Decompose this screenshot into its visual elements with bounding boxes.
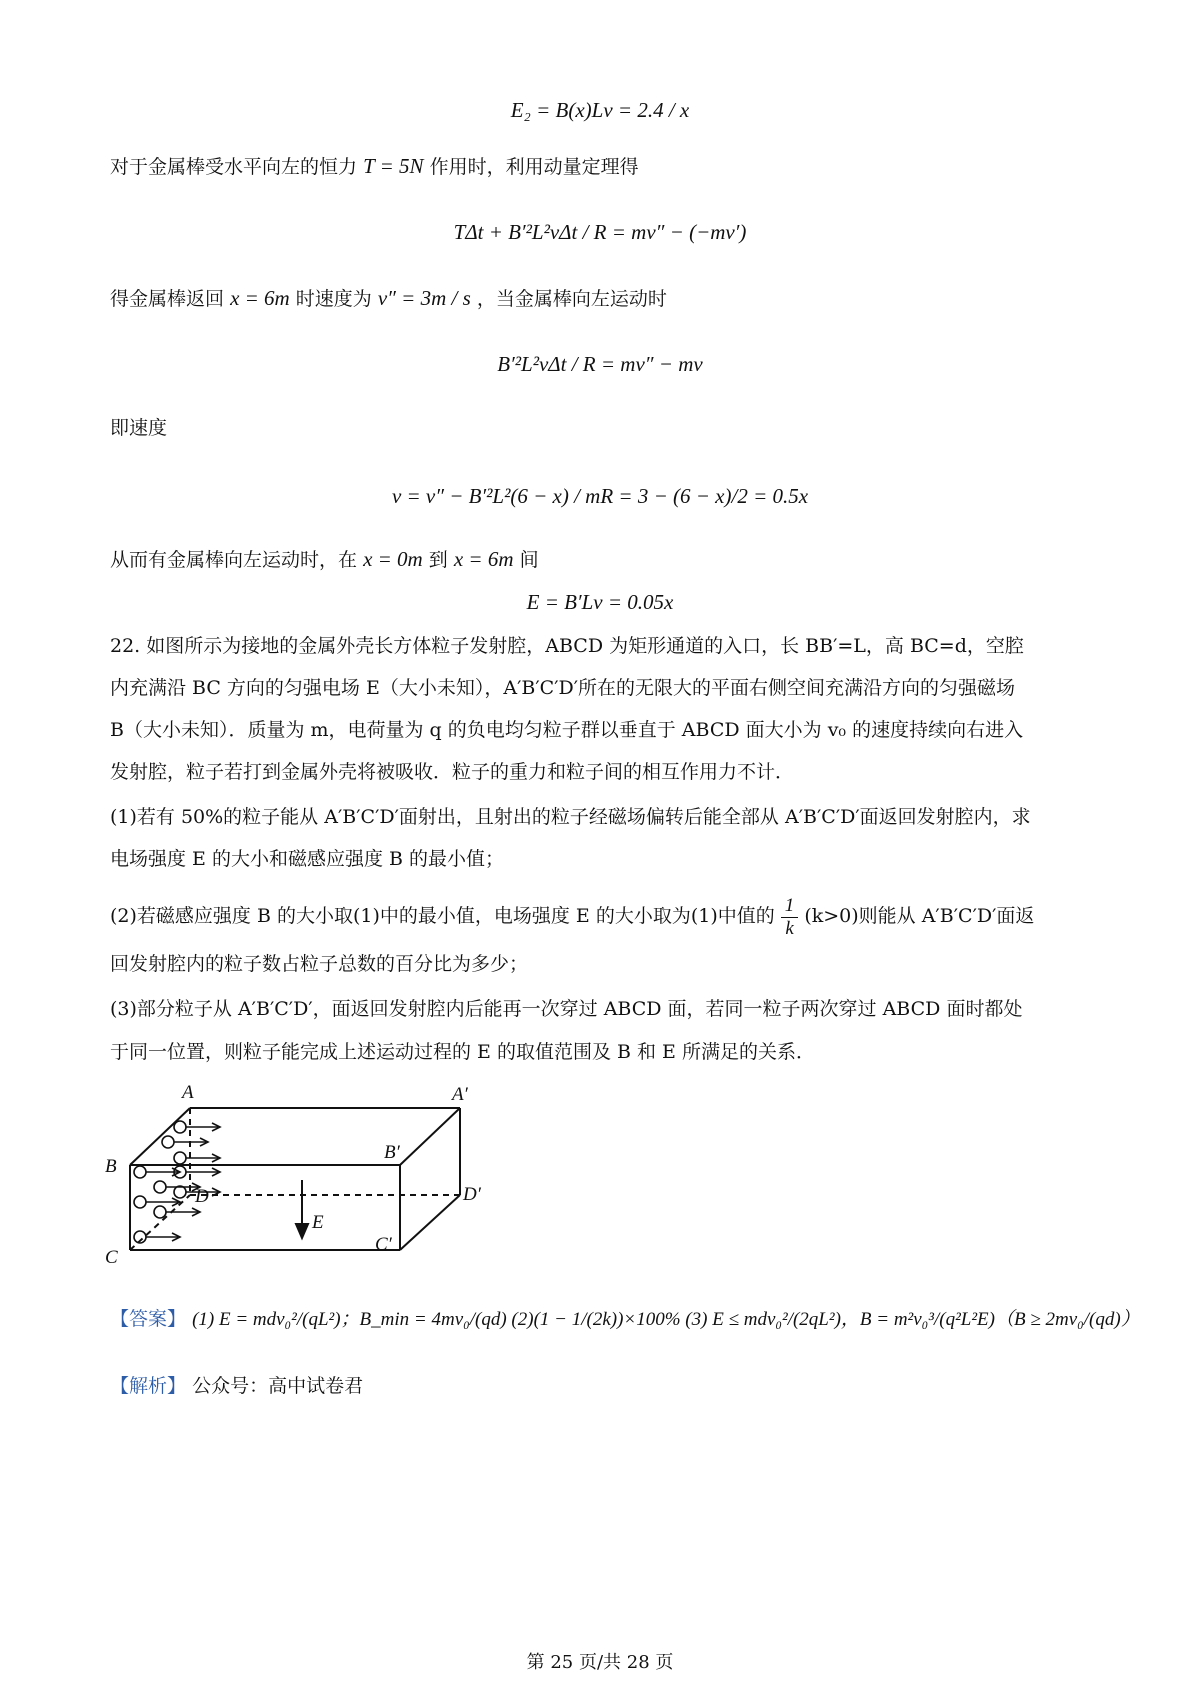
answer-tag: 【答案】 (110, 1308, 187, 1330)
analysis-content: 公众号：高中试卷君 (192, 1375, 364, 1397)
formula-momentum-1: TΔt + B′²L²vΔt / R = mv″ − (−mv′) (453, 220, 747, 244)
label-D: D (195, 1186, 209, 1207)
formula-momentum-2: B′²L²vΔt / R = mv″ − mv (497, 352, 703, 376)
text-segment: (2)若磁感应强度 B 的大小取(1)中的最小值，电场强度 E 的大小取为(1)中值的 (110, 905, 775, 927)
formula-e2: E₂ = B(x)Lv = 2.4 / x (510, 98, 690, 122)
formula-emf: E = B′Lv = 0.05x (526, 590, 674, 614)
math-inline: x = 6m (230, 286, 290, 310)
text-segment: 作用时，利用动量定理得 (429, 156, 639, 178)
question-line-4: 发射腔，粒子若打到金属外壳将被吸收．粒子的重力和粒子间的相互作用力不计． (110, 761, 795, 783)
fraction-numerator: 1 (781, 895, 799, 918)
math-inline: x = 0m (363, 547, 423, 571)
text-segment: 时速度为 (295, 288, 372, 310)
math-inline: x = 6m (453, 547, 514, 571)
fraction-denominator: k (785, 917, 794, 939)
text-segment: 得金属棒返回 (110, 288, 225, 310)
label-A: A (182, 1082, 194, 1103)
question-line-3: B（大小未知）．质量为 m，电荷量为 q 的负电均匀粒子群以垂直于 ABCD 面大小为 v₀ 的速度持续向右进入 (110, 719, 1024, 741)
text-segment: 间 (519, 549, 539, 571)
text-segment: (k>0)则能从 A′B′C′D′面返 (804, 905, 1035, 927)
page-footer: 第 25 页/共 28 页 (526, 1652, 674, 1673)
label-C: C (105, 1247, 118, 1268)
text-line-3: 即速度 (110, 417, 168, 439)
question-line-8: 回发射腔内的粒子数占粒子总数的百分比为多少； (110, 953, 529, 975)
text-segment: 从而有金属棒向左运动时，在 (110, 549, 358, 571)
question-line-6: 电场强度 E 的大小和磁感应强度 B 的最小值； (110, 848, 504, 870)
answer-content: (1) E = mdv₀²/(qL²)；B_min = 4mv₀/(qd) (2)(1 − 1/(2k))×100% (3) E ≤ mdv₀²/(2qL²)，B = m²v₀³/(q²L²E)（B ≥ 2mv₀/(qd)） (192, 1309, 1140, 1330)
question-line-10: 于同一位置，则粒子能完成上述运动过程的 E 的取值范围及 B 和 E 所满足的关系． (110, 1041, 815, 1063)
question-line-1: 22. 如图所示为接地的金属外壳长方体粒子发射腔，ABCD 为矩形通道的入口，长 BB′=L，高 BC=d，空腔 (110, 635, 1024, 657)
analysis-line (110, 1372, 1100, 1400)
text-segment: 到 (428, 549, 448, 571)
math-inline: T = 5N (363, 154, 424, 178)
answer-line (110, 1305, 1140, 1334)
label-B: B (105, 1156, 117, 1177)
label-E-field: E (312, 1212, 324, 1233)
analysis-tag: 【解析】 (110, 1375, 187, 1397)
label-B-prime: B′ (384, 1142, 400, 1163)
question-line-2: 内充满沿 BC 方向的匀强电场 E（大小未知），A′B′C′D′所在的无限大的平面右侧空间充满沿方向的匀强磁场 (110, 677, 1016, 699)
math-inline: v″ = 3m / s (377, 286, 471, 310)
label-A-prime: A′ (452, 1084, 468, 1105)
text-segment: ，当金属棒向左运动时 (476, 288, 667, 310)
label-C-prime: C′ (375, 1234, 392, 1255)
question-line-9: (3)部分粒子从 A′B′C′D′，面返回发射腔内后能再一次穿过 ABCD 面，若同一粒子两次穿过 ABCD 面时都处 (110, 998, 1023, 1020)
label-D-prime: D′ (463, 1184, 481, 1205)
question-line-5: (1)若有 50%的粒子能从 A′B′C′D′面射出，且射出的粒子经磁场偏转后能全部从 A′B′C′D′面返回发射腔内，求 (110, 806, 1031, 828)
text-segment: 对于金属棒受水平向左的恒力 (110, 156, 358, 178)
formula-velocity: v = v″ − B′²L²(6 − x) / mR = 3 − (6 − x)/2 = 0.5x (391, 484, 809, 508)
